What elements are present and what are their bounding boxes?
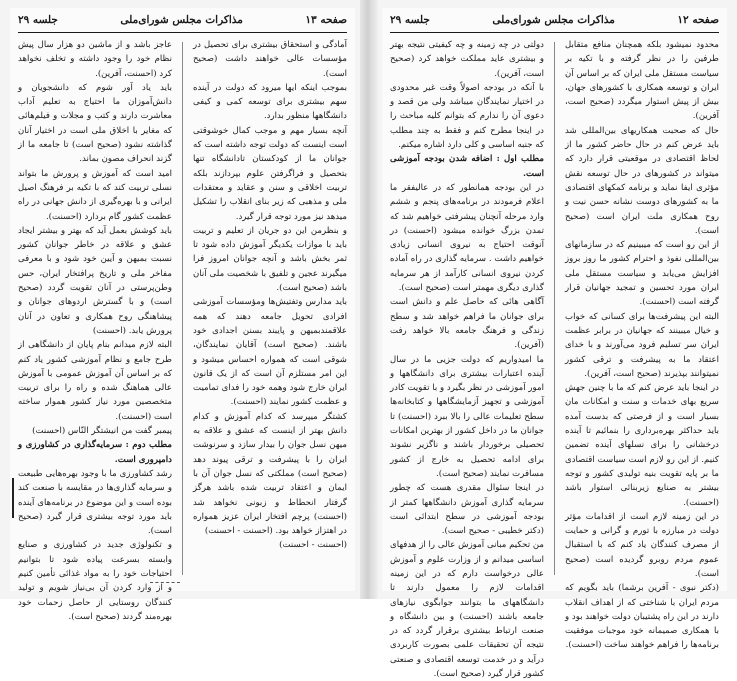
paragraph: کشتگر میپرسد که کدام آموزش و کدام دانش بهتر از اینست که عشق و علاقه به میهن نسل جوان را بیدار سازد و سرنوشت ایران را با پیشرفت و ترقی پیوند دهد (صحیح است) مملکتی که نسل جوان آن با ایمان و اعتقاد تربیت شده باشد هرگز گرفتار انحطاط و زبونی نخواهد شد (احسنت) پرچم افتخار ایران عزیز همواره در اهتزاز خواهد بود. (احسنت - احسنت) bbox=[193, 411, 347, 537]
paragraph: و تکنولوژی جدید در کشاورزی و صنایع وابسته بسرعت پیاده شود تا بتوانیم احتیاجات خود را به مواد غذائی تأمین کنیم و از وارد کردن آن بی‌نیاز شویم و تولید کنندگان روستایی از حاصل زحمات خود بهره‌مند گردند (صحیح است). bbox=[18, 540, 172, 622]
paragraph: (احسنت - احسنت) bbox=[279, 540, 347, 551]
paragraph: البته لازم میدانم بنام پایان از دانشگاهی از طرح جامع و نظام آموزشی کشور یاد کنم که بر اساس آن آموزش عمومی با آموزش عالی هماهنگ شده و راه را برای تربیت متخصصین مورد نیاز کشور هموار ساخته است (احسنت). bbox=[18, 340, 172, 422]
paragraph: محدود نمیشود بلکه همچنان منافع متقابل طرفین را در نظر گرفته و با تکیه بر سیاست مستقل ملی ایران که بر اساس آن ایران و توسعه همکاری با کشورهای جهان، بیش از پیش استوار میگردد (صحیح است، آفرین). bbox=[565, 40, 719, 122]
paragraph: در این بودجه همانطور که در عالیفقر ما اعلام فرمودند در برنامه‌های پنجم و ششم وارد مرحله آنچنان پیشرفتی خواهیم شد که تمدن بزرگ خوانده میشود (احسنت) در آنوقت احتیاج به نیروی انسانی زیادی خواهیم داشت . سرمایه گذاری در راه آماده کردن نیروی انسانی کارآمد از هر سرمایه گذاری دیگری مهمتر است (صحیح است). bbox=[390, 182, 544, 294]
column-divider bbox=[182, 42, 183, 575]
paragraph: پیمبر گفت من انیشتگر النّاس (احسنت) bbox=[32, 426, 172, 437]
paragraph: عاجز باشد و از ماشین دو هزار سال پیش نظام خود را وجود داشته و تخلف نخواهد کرد (احسنت، آفرین). bbox=[18, 40, 172, 79]
column-divider bbox=[554, 42, 555, 575]
session-number: جلسه ۲۹ bbox=[390, 14, 430, 26]
page-header bbox=[390, 10, 719, 30]
paragraph: ما امیدواریم که دولت جزیی ما در سال آینده اعتبارات بیشتری برای دانشگاهها و امور آموزشی در نظر بگیرد و با تقویت کادر آموزشی و تجهیز آزمایشگاهها و کتابخانه‌ها سطح تعلیمات عالی را بالا ببرد (احسنت) تا جوانان ما در داخل کشور از بهترین امکانات تحصیلی برخوردار باشند و ناگزیر نشوند برای ادامه تحصیل به خارج از کشور مسافرت نمایند (صحیح است). bbox=[390, 354, 544, 479]
paragraph: در اینجا سئوال مقدری هست که چطور سرمایه گذاری آموزش دانشگاهها کمتر از بودجه آموزشی در سطح ابتدائی است (دکتر خطیبی - صحیح است). bbox=[390, 483, 544, 537]
section-heading: مطلب دوم : سرمایه‌گذاری در کشاورزی و دامپروری است. bbox=[18, 440, 172, 465]
page-footer-mark bbox=[150, 582, 180, 587]
paragraph: باید یاد آور شوم که دانشجویان و دانش‌آموزان ما احتیاج به تعلیم آداب معاشرت دارند و کتب و مجلات و فیلم‌هائی که مغایر با اخلاق ملی است در اختیار آنان گذاشته نشود (صحیح است) تا جامعه ما از گزند انحراف مصون بماند. bbox=[18, 82, 172, 165]
paragraph: باید مدارس وتفتیش‌ها ومؤسسات آموزشی افرادی تحویل جامعه دهند که همه علاقمندبمیهن و پایبند بسنن اجدادی خود باشند. (صحیح است) آقایان نمایندگان، شوقی است که همواره احساس میشود و این امر مستلزم آن است که از یک قانون ایران خارج شود وهمه خود را فدای تمامیت و عظمت کشور نمایند (احسنت). bbox=[193, 297, 347, 408]
paragraph: در این زمینه لازم است از اقدامات مؤثر دولت در مبارزه با تورم و گرانی و حمایت از مصرف کنندگان یاد کنم که با استقبال عموم مردم روبرو گردیده است (صحیح است). bbox=[565, 511, 719, 579]
text-column-right bbox=[565, 38, 719, 651]
text-column-left bbox=[18, 38, 172, 622]
paragraph: آنچه بسیار مهم و موجب کمال خوشوقتی است اینست که دولت توجه داشته است که جوانان ما از کودکستان تادانشگاه تنها بتحصیل و فراگرفتن علوم بپردازند بلکه تربیت اخلاقی و سنن و عقاید و معتقدات ملی و مذهبی که زیر بنای انقلاب را تشکیل میدهد نیز مورد توجه قرار گیرد. bbox=[193, 125, 347, 222]
section-heading: مطلب اول : اضافه شدن بودجه آموزشی است. bbox=[390, 154, 544, 179]
header-rule bbox=[390, 32, 719, 33]
paragraph: و بنظرمن این دو جریان از تعلیم و تربیت باید با موازات یکدیگر آموزش داده شود تا ثمر بخش باشد و آنچه جوانان امروز فرا میگیرند عجین و تلفیق با شخصیت ملی آنان باشد (صحیح است). bbox=[193, 225, 347, 294]
paragraph: آگاهی هائی که حاصل علم و دانش است برای جوانان ما فراهم خواهد شد و سطح زندگی و فرهنگ جامعه بالا خواهد رفت (آفرین). bbox=[390, 297, 544, 351]
paragraph: بموجب اینکه ایها میرود که دولت در آینده سهم بیشتری برای توسعه کمی و کیفی دانشگاهها منظور بدارد. bbox=[193, 82, 347, 122]
text-column-right bbox=[193, 38, 347, 585]
margin-mark bbox=[12, 478, 24, 518]
paragraph: دولتی در چه زمینه و چه کیفیتی نتیجه بهتر و بیشتری عاید مملکت خواهد کرد (صحیح است، آفرین). bbox=[390, 40, 544, 79]
paragraph: حال که صحبت همکاریهای بین‌المللی شد باید عرض کنم در حال حاضر کشور ما از لحاظ اقتصادی در موقعیتی قرار دارد که میتواند در کشورهای در حال توسعه نقش مؤثری ایفا نماید و برنامه کمکهای اقتصادی ما به کشورهای دوست نشانه حسن نیت و روح همکاری ملت ایران است (صحیح است). bbox=[565, 125, 719, 236]
journal-title: مذاکرات مجلس شورای‌ملی bbox=[492, 14, 615, 26]
text-column-left bbox=[390, 38, 544, 680]
left-page bbox=[10, 8, 355, 622]
paragraph: با آنکه در بودجه اصولاً وقت غیر محدودی در اختیار نمایندگان میباشد ولی من قصد و دعوی آن را ندارم که بتوانم کلیه مباحث را در اینجا مطرح کنم و فقط به چند مطلب که جنبه اساسی و کلی دارد اشاره میکنم. bbox=[390, 82, 544, 151]
paragraph: آمادگی و استحقاق بیشتری برای تحصیل در مؤسسات عالی خواهند داشت (صحیح است). bbox=[193, 40, 347, 79]
paragraph: در اینجا باید عرض کنم که ما با چنین جهش سریع بهای خدمات و سنت و امکانات مان بسیار است و از فرصتی که بدست آمده باید حداکثر بهره‌برداری را بنمائیم تا آینده درخشانی را برای نسلهای آینده تضمین کنیم. از این رو لازم است سیاست اقتصادی ما بر پایه تقویت بنیه تولیدی کشور و توجه بیشتر به صنایع زیربنائی استوار باشد (احسنت). bbox=[565, 383, 719, 508]
text-columns bbox=[390, 38, 719, 680]
book-gutter bbox=[360, 0, 378, 599]
session-number: جلسه ۲۹ bbox=[18, 14, 58, 26]
text-columns bbox=[18, 38, 347, 622]
paragraph: از این رو است که میبینیم که در سازمانهای بین‌المللی نفوذ و احترام کشور ما روز بروز افزایش می‌یابد و سیاست مستقل ملی ایران مورد تحسین و تمجید جهانیان قرار گرفته است (احسنت). bbox=[565, 240, 719, 308]
paragraph: من تحکیم مبانی آموزش عالی را از هدفهای اساسی میدانم و از وزارت علوم و آموزش عالی درخواست دارم که در این زمینه اقدامات لازم را معمول دارند تا دانشگاههای ما بتوانند جوابگوی نیازهای جامعه باشند (احسنت) و بین دانشگاه و صنعت ارتباط بیشتری برقرار گردد که در نتیجه آن تحقیقات علمی بصورت کاربردی درآید و در خدمت توسعه اقتصادی و صنعتی کشور قرار گیرد (صحیح است). bbox=[390, 540, 544, 680]
paragraph: امید است که آموزش و پرورش ما بتواند نسلی تربیت کند که با تکیه بر فرهنگ اصیل ایرانی و با بهره‌گیری از دانش جهانی در راه عظمت کشور گام بردارد (احسنت). bbox=[18, 168, 172, 222]
page-header bbox=[18, 10, 347, 30]
paragraph: باید کوشش بعمل آید که بهتر و بیشتر ایجاد عشق و علاقه در خاطر جوانان کشور نسبت بمیهن و آیین خود شود و با معرفی مفاخر ملی و تاریخ پرافتخار ایران، حس وطن‌پرستی در آنان تقویت گردد (صحیح است) و با گسترش اردوهای جوانان و پیشاهنگی روح همکاری و تعاون در آنان پرورش یابد. (احسنت) bbox=[18, 225, 172, 336]
paragraph: (دکتر نبوی - آفرین برشما) باید بگویم که مردم ایران با شناختی که از اهداف انقلاب دارند در این راه پشتیبان دولت خواهند بود و با همکاری صمیمانه خود موجبات موفقیت برنامه‌ها را فراهم خواهند ساخت (احسنت). bbox=[565, 583, 719, 651]
header-rule bbox=[18, 32, 347, 33]
journal-title: مذاکرات مجلس شورای‌ملی bbox=[120, 14, 243, 26]
paragraph: رشد کشاورزی ما با وجود بهره‌هایی طبیعت و سرمایه گذاری‌ها در مقایسه با صنعت کند بوده است و این موضوع در برنامه‌های آینده باید مورد توجه بیشتری قرار گیرد (صحیح است). bbox=[18, 468, 172, 537]
page-number: صفحه ۱۲ bbox=[677, 14, 719, 26]
page-number: صفحه ۱۳ bbox=[305, 14, 347, 26]
right-page bbox=[382, 8, 727, 680]
paragraph: البته این پیشرفت‌ها برای کسانی که خواب و خیال میبینند که جهانیان در برابر عظمت ایران سر تسلیم فرود می‌آورند و با خدای اعتقاد ما به پیشرفت و ترقی کشور نمیتوانند بپذیرند (صحیح است، آفرین). bbox=[565, 311, 719, 379]
